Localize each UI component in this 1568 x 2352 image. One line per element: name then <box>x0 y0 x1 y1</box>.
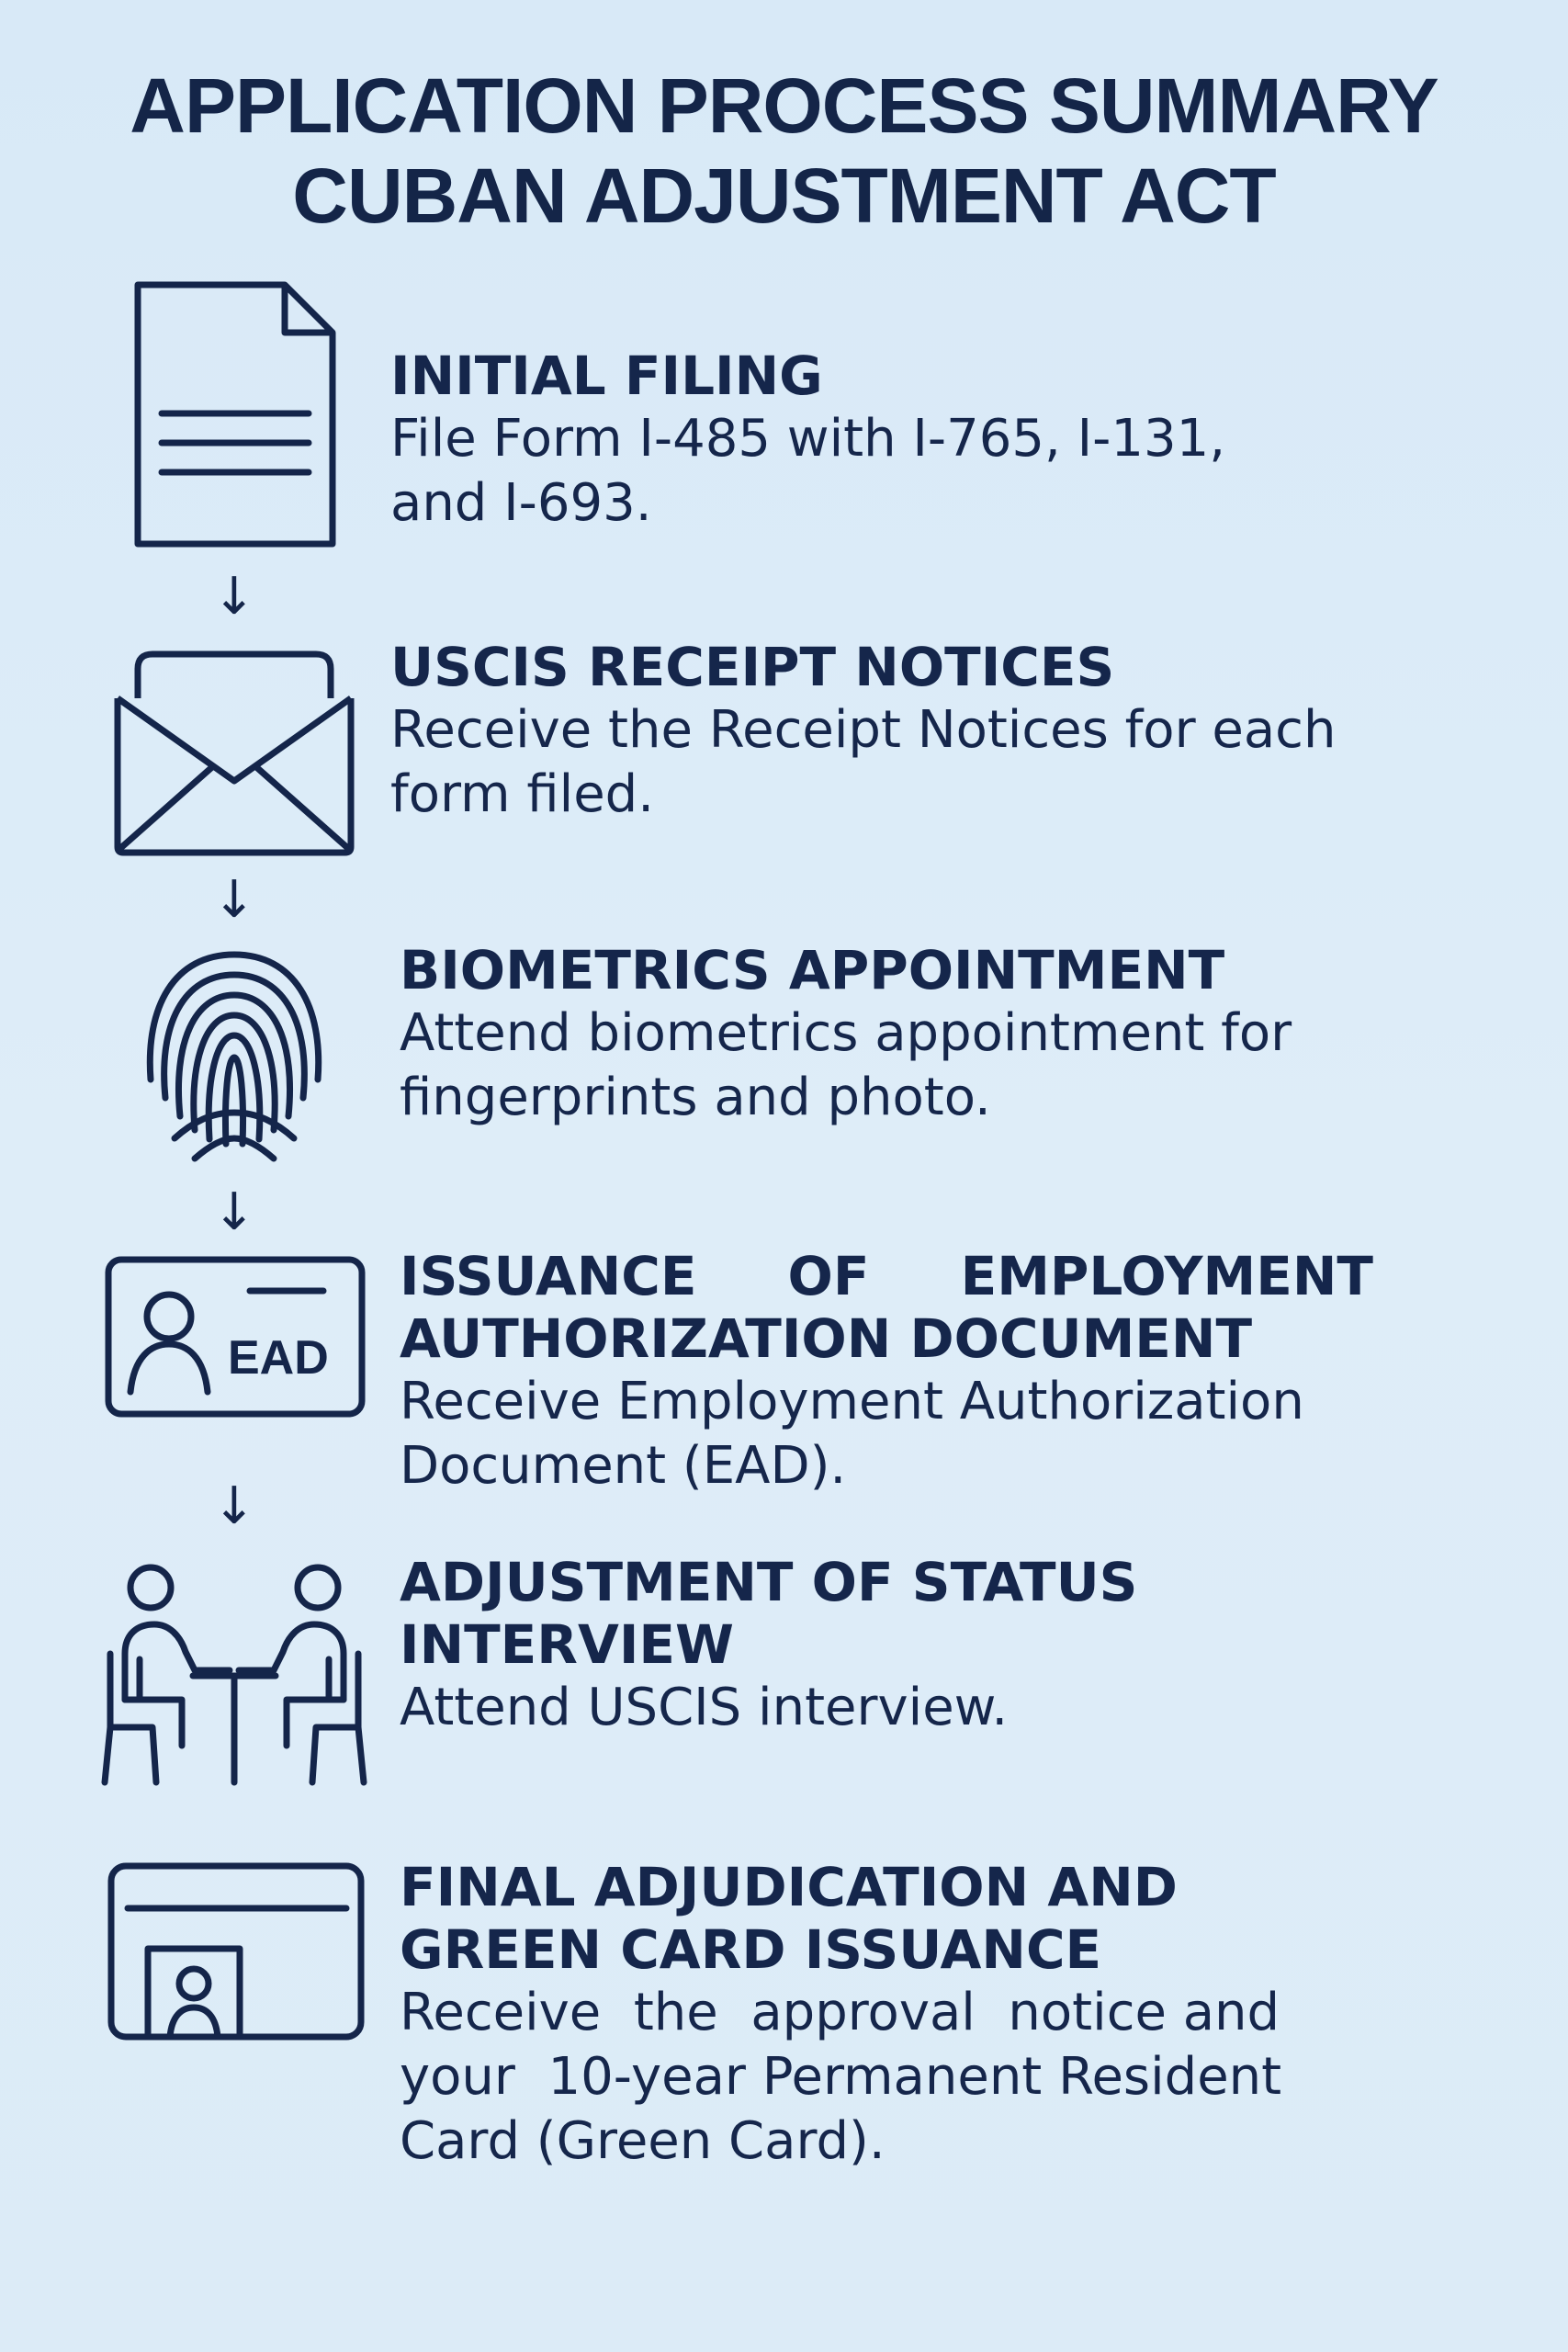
step-heading: GREEN CARD ISSUANCE <box>400 1918 1102 1981</box>
step-description: Receive the approval notice and your 10-year Permanent Resident Card (Green Card). <box>400 1983 1282 2171</box>
title-line-1: APPLICATION PROCESS SUMMARY <box>130 62 1438 149</box>
step-initial-filing <box>390 345 1401 536</box>
step-description: File Form I-485 with I-765, I-131, and I-693. <box>390 409 1226 533</box>
envelope-icon <box>110 643 358 864</box>
step-final-adjudication <box>400 1856 1410 2174</box>
green-card-icon <box>106 1860 367 2044</box>
document-icon <box>129 276 340 551</box>
step-description: Receive Employment Authorization Document (EAD). <box>400 1372 1304 1496</box>
step-heading: ADJUSTMENT OF STATUS <box>400 1551 1138 1613</box>
step-heading: BIOMETRICS APPOINTMENT <box>400 939 1225 1001</box>
step-ead <box>400 1245 1410 1498</box>
step-biometrics <box>400 939 1410 1130</box>
step-heading: INITIAL FILING <box>390 345 823 407</box>
step-receipt-notices <box>390 636 1401 827</box>
title-line-2: CUBAN ADJUSTMENT ACT <box>292 153 1276 239</box>
step-heading: USCIS RECEIPT NOTICES <box>390 636 1115 698</box>
down-arrow-icon: ↓ <box>212 1182 256 1242</box>
ead-card-icon <box>103 1254 367 1419</box>
ead-label: EAD <box>228 1331 329 1385</box>
down-arrow-icon: ↓ <box>212 567 256 627</box>
step-description: Attend biometrics appointment for fingerprints and photo. <box>400 1003 1292 1127</box>
step-heading: FINAL ADJUDICATION AND <box>400 1856 1178 1918</box>
step-description: Attend USCIS interview. <box>400 1678 1009 1737</box>
down-arrow-icon: ↓ <box>212 870 256 930</box>
step-heading: INTERVIEW <box>400 1613 735 1676</box>
step-interview <box>400 1551 1410 1740</box>
step-heading: AUTHORIZATION DOCUMENT <box>400 1307 1253 1370</box>
step-description: Receive the Receipt Notices for each form filed. <box>390 700 1337 824</box>
fingerprint-icon <box>138 942 331 1171</box>
down-arrow-icon: ↓ <box>212 1476 256 1536</box>
step-heading: ISSUANCE OF EMPLOYMENT <box>400 1245 1373 1307</box>
interview-icon <box>101 1562 367 1787</box>
